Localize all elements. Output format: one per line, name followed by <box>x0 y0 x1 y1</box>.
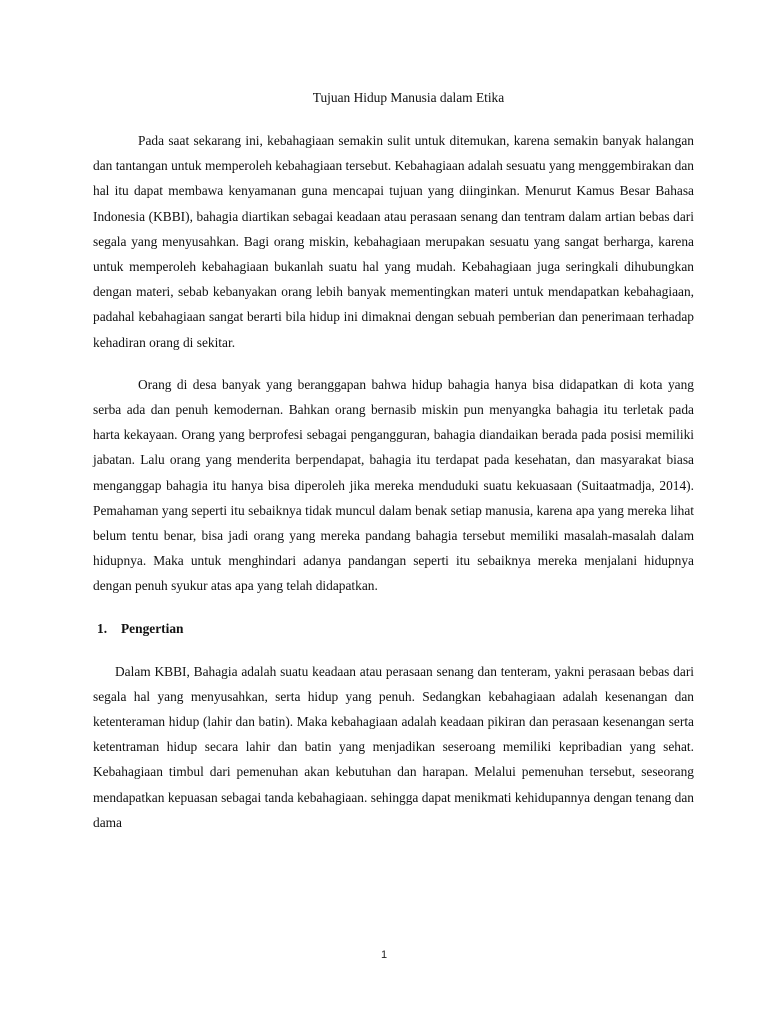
section-heading <box>93 619 694 639</box>
section-heading-text: Pengertian <box>121 620 184 636</box>
paragraph-second: Orang di desa banyak yang beranggapan bahwa hidup bahagia hanya bisa didapatkan di kota yang serba ada dan penuh kemodernan. Bahkan orang bernasib miskin pun menyangka bahagia itu terletak pada harta kekayaan. Orang yang berprofesi sebagai pengangguran, bahagia diandaikan berada pada posisi memiliki jabatan. Lalu orang yang menderita berpendapat, bahagia itu terdapat pada kesehatan, dan masyarakat biasa menganggap bahagia itu hanya bisa diperoleh jika mereka menduduki suatu kekuasaan (Suitaatmadja, 2014). Pemahaman yang seperti itu sebaiknya tidak muncul dalam benak setiap manusia, karena apa yang mereka lihat belum tentu benar, bisa jadi orang yang mereka pandang bahagia tersebut memiliki masalah-masalah dalam hidupnya. Maka untuk menghindari adanya pandangan seperti itu sebaiknya mereka menjalani hidupnya dengan penuh syukur atas apa yang telah didapatkan. <box>93 376 694 594</box>
paragraph-intro: Pada saat sekarang ini, kebahagiaan semakin sulit untuk ditemukan, karena semakin banyak halangan dan tantangan untuk memperoleh kebahagiaan tersebut. Kebahagiaan adalah sesuatu yang menggembirakan dan hal itu dapat membawa kenyamanan guna mencapai tujuan yang diinginkan. Menurut Kamus Besar Bahasa Indonesia (KBBI), bahagia diartikan sebagai keadaan atau perasaan senang dan tentram dalam artian bebas dari segala yang menyusahkan. Bagi orang miskin, kebahagiaan merupakan sesuatu yang sangat berharga, karena untuk memperoleh kebahagiaan bukanlah suatu hal yang mudah. Kebahagiaan juga seringkali dihubungkan dengan materi, sebab kebanyakan orang lebih banyak mementingkan materi untuk mendapatkan kebahagiaan, padahal kebahagiaan sangat berarti bila hidup ini dimaknai dengan sebuah pemberian dan penerimaan terhadap kehadiran orang di sekitar. <box>93 133 694 350</box>
section-heading-spacer <box>93 639 694 659</box>
paragraph-spacer <box>93 355 694 372</box>
document-body <box>93 88 694 835</box>
section-number: 1. <box>97 620 108 636</box>
section-spacer <box>93 599 694 619</box>
paragraph-section-body: Dalam KBBI, Bahagia adalah suatu keadaan atau perasaan senang dan tenteram, yakni perasaan bebas dari segala hal yang menyusahkan, serta hidup yang penuh. Sedangkan kebahagiaan adalah kesenangan dan ketenteraman hidup (lahir dan batin). Maka kebahagiaan adalah keadaan pikiran dan perasaan kesenangan serta ketentraman hidup secara lahir dan batin yang menjadikan seseroang memiliki kepribadian yang sehat. Kebahagiaan timbul dari pemenuhan akan kebutuhan dan harapan. Melalui pemenuhan tersebut, seseorang mendapatkan kepuasan sebagai tanda kebahagiaan. sehingga dapat menikmati kehidupannya dengan tenang dan dama <box>93 663 694 830</box>
page-number: 1 <box>380 949 388 961</box>
document-title: Tujuan Hidup Manusia dalam Etika <box>312 90 505 105</box>
